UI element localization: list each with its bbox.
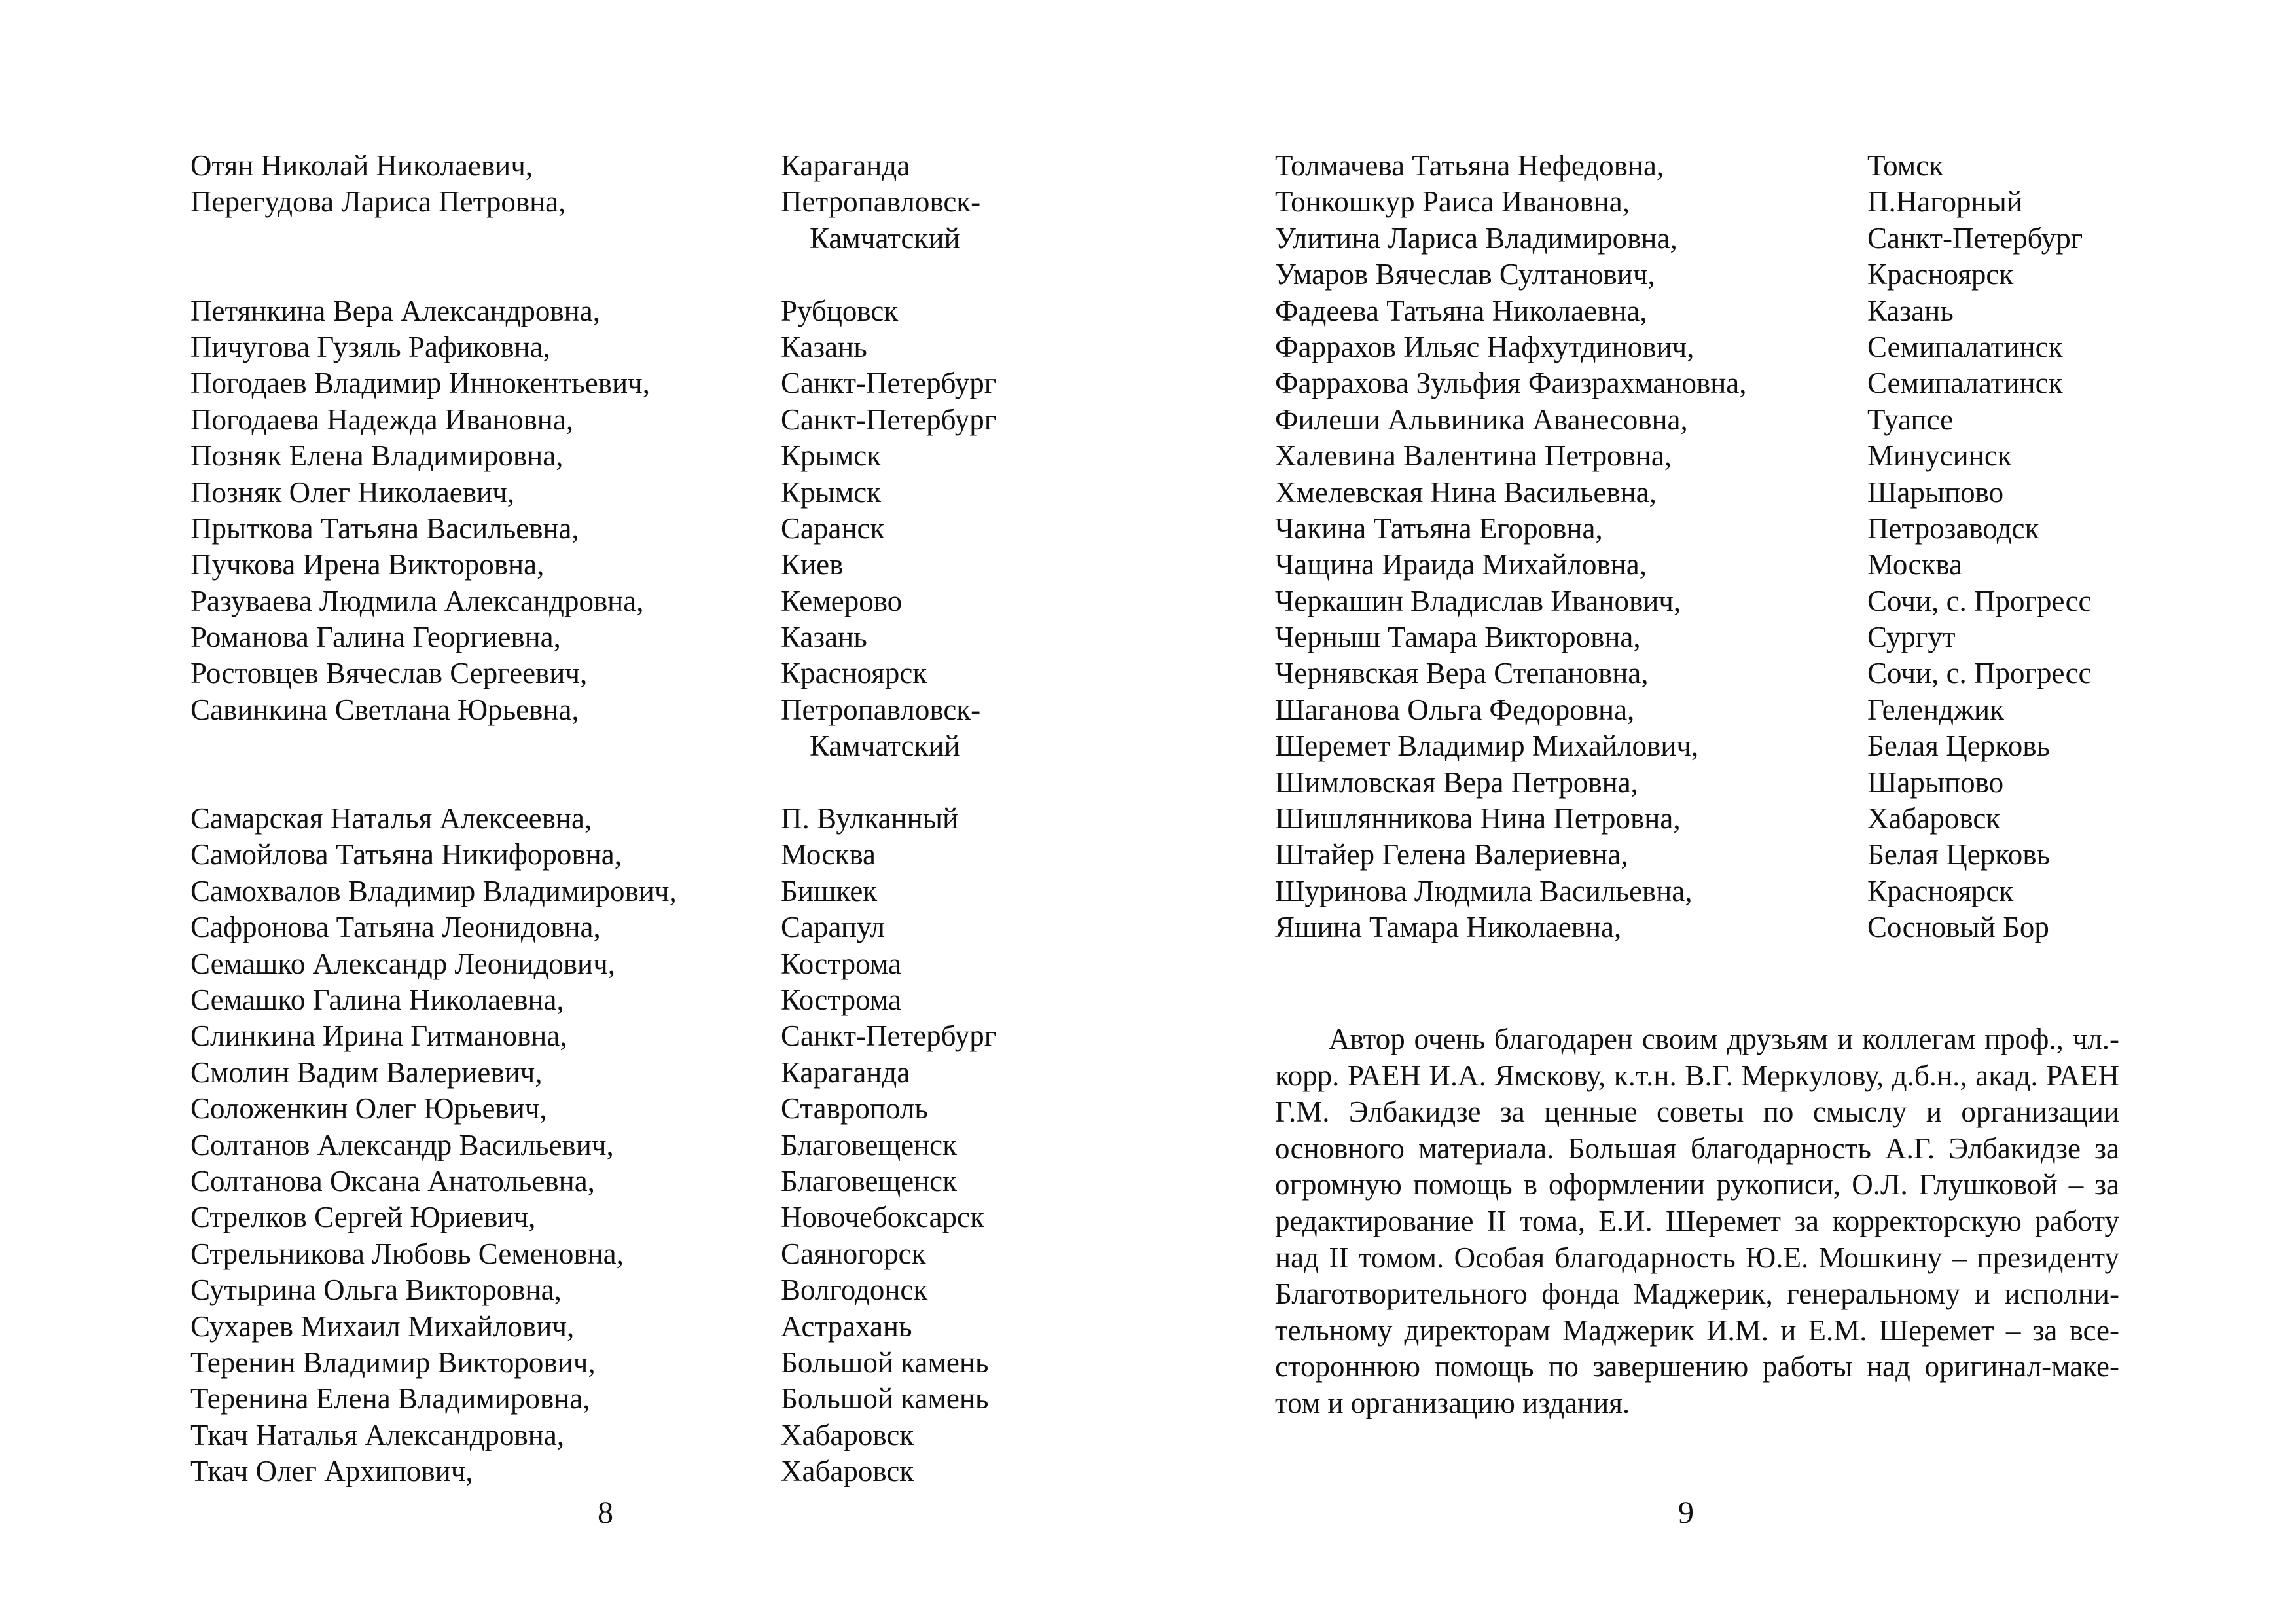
list-item xyxy=(190,1236,926,1272)
person-name: Сутырина Ольга Викторовна, xyxy=(190,1273,562,1307)
list-item xyxy=(190,1309,912,1345)
list-item xyxy=(1275,728,2051,764)
list-item xyxy=(190,184,981,220)
city-name: Красноярск xyxy=(1867,258,2014,291)
city-name: Красноярск xyxy=(1867,874,2014,907)
city-name: Рубцовск xyxy=(781,294,899,327)
person-name: Шишлянникова Нина Петровна, xyxy=(1275,802,1681,835)
list-item xyxy=(190,909,885,945)
person-name: Позняк Олег Николаевич, xyxy=(190,475,514,509)
city-name: Санкт-Петербург xyxy=(781,1019,997,1053)
city-name: Сочи, с. Прогресс xyxy=(1867,584,2092,617)
city-name: Петропавловск- xyxy=(781,693,981,726)
city-name: Санкт-Петербург xyxy=(781,367,997,400)
person-name: Чернявская Вера Степановна, xyxy=(1275,657,1649,690)
city-name: Крымск xyxy=(781,439,882,473)
person-name: Сафронова Татьяна Леонидовна, xyxy=(190,911,601,944)
list-item xyxy=(190,1199,984,1235)
city-name: Геленджик xyxy=(1867,693,2005,726)
acknowledgement-text: Автор очень благодарен своим друзьям и коллегам проф., чл.-корр. РАЕН И.А. Ямскову, к.т.н. В.Г. Меркулову, д.б.н., акад. РАЕН Г.М. Элбакидзе за ценные советы по смыслу и организации основного материала. Большая благодарность А.Г. Элбакидзе за огромную помощь в оформлении рукописи, О.Л. Глушковой – за редактирование II тома, Е.И. Шеремет за корректорскую работу над II томом. Особая благодарность Ю.Е. Мошкину – президенту Благотворительного фонда Маджерик, генеральному и исполни-тельному директорам Маджерик И.М. и Е.М. Шеремет – за все-стороннюю помощь по завершению работы над оригинал-маке-том и организацию издания. xyxy=(1275,1023,2119,1419)
list-item xyxy=(190,1127,958,1163)
city-name: Саранск xyxy=(781,511,885,545)
list-item xyxy=(1275,438,2012,474)
city-name: Шарыпово xyxy=(1867,475,2004,509)
city-name: Петропавловск- xyxy=(781,185,981,219)
person-name: Штайер Гелена Валериевна, xyxy=(1275,838,1628,871)
person-name: Ткач Олег Архипович, xyxy=(190,1455,473,1488)
list-item xyxy=(190,619,867,655)
list-item xyxy=(190,837,876,873)
list-item xyxy=(1275,402,1954,438)
city-name: Хабаровск xyxy=(781,1418,914,1451)
city-name: Караганда xyxy=(781,1055,910,1089)
blank-line xyxy=(190,765,677,801)
city-name: Сочи, с. Прогресс xyxy=(1867,657,2092,690)
person-name: Отян Николай Николаевич, xyxy=(190,149,533,182)
list-item xyxy=(190,982,901,1018)
list-item xyxy=(190,1018,997,1054)
city-name: Бишкек xyxy=(781,874,878,907)
list-item xyxy=(1275,511,2039,547)
person-name: Теренина Елена Владимировна, xyxy=(190,1382,590,1415)
list-item xyxy=(190,873,878,909)
person-name: Халевина Валентина Петровна, xyxy=(1275,439,1672,473)
list-item xyxy=(190,329,867,365)
person-name: Тонкошкур Раиса Ивановна, xyxy=(1275,185,1630,219)
city-name: Санкт-Петербург xyxy=(781,403,997,436)
list-item xyxy=(1275,837,2051,873)
person-name: Яшина Тамара Николаевна, xyxy=(1275,911,1622,944)
person-name: Хмелевская Нина Васильевна, xyxy=(1275,475,1657,509)
person-name: Погодаев Владимир Иннокентьевич, xyxy=(190,367,650,400)
city-name: Хабаровск xyxy=(781,1455,914,1488)
person-name: Шеремет Владимир Михайлович, xyxy=(1275,729,1699,763)
person-name: Шимловская Вера Петровна, xyxy=(1275,765,1638,799)
list-item xyxy=(1275,547,1962,583)
city-name: Большой камень xyxy=(781,1345,989,1379)
person-name: Умаров Вячеслав Султанович, xyxy=(1275,258,1655,291)
list-item xyxy=(1275,221,2083,257)
city-name: Москва xyxy=(781,838,876,871)
person-name: Сухарев Михаил Михайлович, xyxy=(190,1309,575,1343)
city-name: Туапсе xyxy=(1867,403,1954,436)
list-item xyxy=(1275,765,2004,801)
person-name: Прыткова Татьяна Васильевна, xyxy=(190,511,579,545)
city-name: Белая Церковь xyxy=(1867,729,2051,763)
person-name: Романова Галина Георгиевна, xyxy=(190,621,561,654)
city-name: Томск xyxy=(1867,149,1944,182)
person-name: Фаррахова Зульфия Фаизрахмановна, xyxy=(1275,367,1747,400)
list-item xyxy=(1275,909,2049,945)
person-name: Пичугова Гузяль Рафиковна, xyxy=(190,330,550,363)
person-name: Савинкина Светлана Юрьевна, xyxy=(190,693,579,726)
person-name: Самойлова Татьяна Никифоровна, xyxy=(190,838,622,871)
person-name: Солтанова Оксана Анатольевна, xyxy=(190,1164,595,1197)
city-name: Сосновый Бор xyxy=(1867,911,2049,944)
city-name: Сургут xyxy=(1867,621,1956,654)
list-item xyxy=(1275,365,2063,401)
list-item xyxy=(1275,655,2092,691)
city-name: Красноярск xyxy=(781,657,927,690)
person-name: Пучкова Ирена Викторовна, xyxy=(190,548,545,581)
city-name: Астрахань xyxy=(781,1309,912,1343)
city-name: Крымск xyxy=(781,475,882,509)
city-name: П.Нагорный xyxy=(1867,185,2022,219)
page-number-right: 9 xyxy=(1678,1495,1694,1530)
city-name-continued: Камчатский xyxy=(810,729,960,763)
person-name: Толмачева Татьяна Нефедовна, xyxy=(1275,149,1664,182)
list-item xyxy=(190,692,981,728)
person-name: Семашко Александр Леонидович, xyxy=(190,947,616,980)
list-item xyxy=(190,1163,958,1199)
person-name: Самарская Наталья Алексеевна, xyxy=(190,802,592,835)
list-item xyxy=(1275,329,2063,365)
person-name: Теренин Владимир Викторович, xyxy=(190,1345,596,1379)
list-item xyxy=(190,402,997,438)
city-name: Кемерово xyxy=(781,584,903,617)
person-name: Семашко Галина Николаевна, xyxy=(190,983,564,1016)
city-name: Казань xyxy=(1867,294,1954,327)
list-item-continuation xyxy=(190,728,960,764)
city-name: Санкт-Петербург xyxy=(1867,221,2083,255)
list-item xyxy=(1275,801,2001,837)
person-name: Черныш Тамара Викторовна, xyxy=(1275,621,1641,654)
person-name: Стрельникова Любовь Семеновна, xyxy=(190,1237,624,1270)
blank-line xyxy=(190,257,677,293)
person-name: Самохвалов Владимир Владимирович, xyxy=(190,874,677,907)
city-name: Шарыпово xyxy=(1867,765,2004,799)
city-name: Киев xyxy=(781,548,844,581)
city-name: Сарапул xyxy=(781,911,885,944)
city-name-continued: Камчатский xyxy=(810,221,960,255)
list-item-continuation xyxy=(190,221,960,257)
list-item xyxy=(190,1345,989,1381)
list-item xyxy=(190,293,899,329)
person-name: Слинкина Ирина Гитмановна, xyxy=(190,1019,567,1053)
person-name: Черкашин Владислав Иванович, xyxy=(1275,584,1681,617)
city-name: Караганда xyxy=(781,149,910,182)
person-name: Фаррахов Ильяс Нафхутдинович, xyxy=(1275,330,1695,363)
person-name: Шаганова Ольга Федоровна, xyxy=(1275,693,1635,726)
person-name: Разуваева Людмила Александровна, xyxy=(190,584,644,617)
city-name: Кострома xyxy=(781,983,901,1016)
person-name: Соложенкин Олег Юрьевич, xyxy=(190,1092,547,1125)
list-item xyxy=(1275,873,2014,909)
city-name: Благовещенск xyxy=(781,1164,958,1197)
city-name: Саяногорск xyxy=(781,1237,926,1270)
city-name: Москва xyxy=(1867,548,1962,581)
page-number-left: 8 xyxy=(598,1495,613,1530)
person-name: Позняк Елена Владимировна, xyxy=(190,439,564,473)
list-item xyxy=(1275,583,2092,619)
list-item xyxy=(1275,293,1954,329)
list-item xyxy=(190,148,910,184)
city-name: Семипалатинск xyxy=(1867,330,2063,363)
city-name: Семипалатинск xyxy=(1867,367,2063,400)
list-item xyxy=(190,1055,910,1091)
list-item xyxy=(190,1091,928,1127)
list-item xyxy=(1275,257,2014,293)
list-item xyxy=(1275,692,2005,728)
city-name: П. Вулканный xyxy=(781,802,959,835)
list-item xyxy=(190,365,997,401)
list-item xyxy=(190,475,882,511)
person-name: Погодаева Надежда Ивановна, xyxy=(190,403,574,436)
person-name: Шуринова Людмила Васильевна, xyxy=(1275,874,1693,907)
person-name: Ткач Наталья Александровна, xyxy=(190,1418,565,1451)
left-name-list xyxy=(190,148,997,1489)
person-name: Чащина Ираида Михайловна, xyxy=(1275,548,1647,581)
list-item xyxy=(190,438,882,474)
list-item xyxy=(190,1453,914,1489)
person-name: Перегудова Лариса Петровна, xyxy=(190,185,566,219)
right-name-list xyxy=(1275,148,2092,946)
list-item xyxy=(190,547,844,583)
city-name: Хабаровск xyxy=(1867,802,2001,835)
person-name: Фадеева Татьяна Николаевна, xyxy=(1275,294,1647,327)
city-name: Кострома xyxy=(781,947,901,980)
person-name: Стрелков Сергей Юриевич, xyxy=(190,1201,536,1234)
acknowledgement-paragraph xyxy=(1275,1021,2119,1422)
city-name: Большой камень xyxy=(781,1382,989,1415)
list-item xyxy=(190,511,885,547)
person-name: Петянкина Вера Александровна, xyxy=(190,294,600,327)
person-name: Филеши Альвиника Аванесовна, xyxy=(1275,403,1688,436)
city-name: Волгодонск xyxy=(781,1273,928,1307)
person-name: Ростовцев Вячеслав Сергеевич, xyxy=(190,657,588,690)
list-item xyxy=(1275,184,2022,220)
person-name: Смолин Вадим Валериевич, xyxy=(190,1055,543,1089)
person-name: Улитина Лариса Владимировна, xyxy=(1275,221,1677,255)
person-name: Солтанов Александр Васильевич, xyxy=(190,1128,614,1161)
city-name: Ставрополь xyxy=(781,1092,928,1125)
list-item xyxy=(190,1381,989,1417)
person-name: Чакина Татьяна Егоровна, xyxy=(1275,511,1603,545)
list-item xyxy=(190,1417,914,1453)
city-name: Петрозаводск xyxy=(1867,511,2039,545)
list-item xyxy=(1275,475,2004,511)
list-item xyxy=(1275,148,1944,184)
city-name: Минусинск xyxy=(1867,439,2012,473)
list-item xyxy=(190,946,901,982)
city-name: Благовещенск xyxy=(781,1128,958,1161)
right-page xyxy=(1148,0,2296,1623)
list-item xyxy=(190,1272,928,1308)
city-name: Казань xyxy=(781,621,867,654)
city-name: Казань xyxy=(781,330,867,363)
list-item xyxy=(190,655,927,691)
list-item xyxy=(190,583,903,619)
list-item xyxy=(190,801,959,837)
city-name: Новочебоксарск xyxy=(781,1201,984,1234)
city-name: Белая Церковь xyxy=(1867,838,2051,871)
list-item xyxy=(1275,619,1956,655)
